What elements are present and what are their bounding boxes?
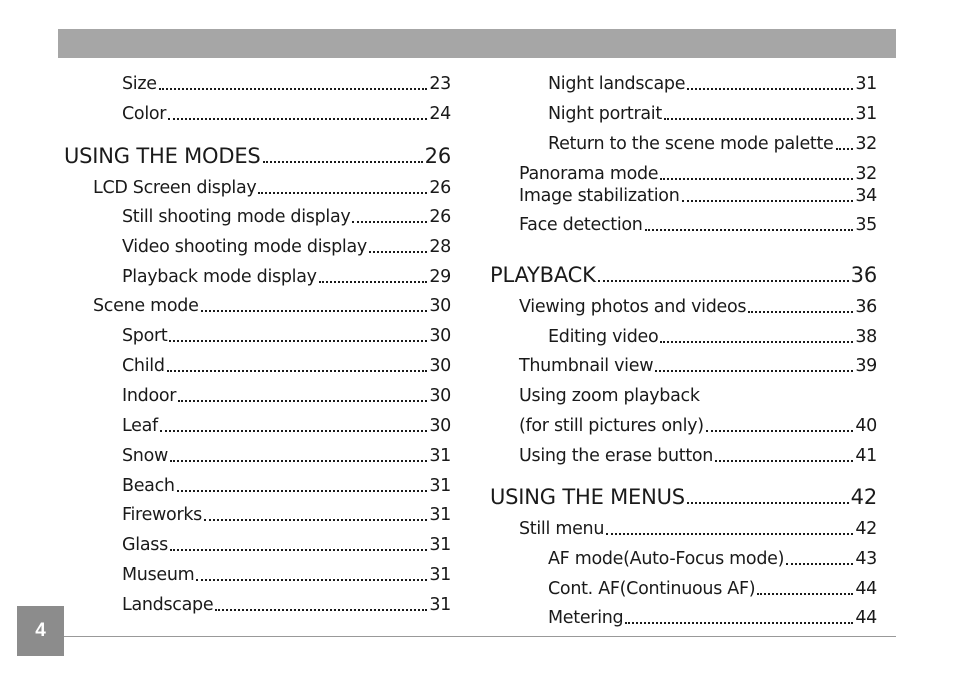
toc-entry[interactable]: Size 23 (122, 74, 451, 94)
toc-entry[interactable]: Panorama mode 32 (519, 164, 877, 184)
toc-entry[interactable]: Museum 31 (122, 565, 451, 585)
leader-dots (606, 532, 853, 535)
leader-dots (598, 279, 849, 282)
toc-entry[interactable]: Color 24 (122, 104, 451, 124)
toc-entry[interactable]: Face detection 35 (519, 215, 877, 235)
toc-entry[interactable]: Image stabilization 34 (519, 186, 877, 206)
toc-entry[interactable]: Leaf 30 (122, 416, 451, 436)
toc-chapter[interactable]: PLAYBACK 36 (490, 263, 877, 287)
toc-entry[interactable]: Still menu 42 (519, 519, 877, 539)
leader-dots (655, 369, 853, 372)
toc-entry[interactable]: Using zoom playback (519, 386, 700, 406)
footer-rule (64, 636, 896, 637)
toc-entry[interactable]: Landscape 31 (122, 595, 451, 615)
leader-dots (645, 228, 854, 231)
toc-entry[interactable]: Thumbnail view 39 (519, 356, 877, 376)
leader-dots (660, 340, 853, 343)
leader-dots (748, 310, 853, 313)
leader-dots (836, 147, 854, 150)
leader-dots (786, 562, 853, 565)
toc-entry[interactable]: Video shooting mode display 28 (122, 237, 451, 257)
page-number: 4 (17, 606, 64, 656)
toc-entry[interactable]: Fireworks 31 (122, 505, 451, 525)
toc-entry[interactable]: Child 30 (122, 356, 451, 376)
leader-dots (687, 87, 853, 90)
toc-entry[interactable]: AF mode(Auto-Focus mode) 43 (548, 549, 877, 569)
toc-entry[interactable]: Night portrait 31 (548, 104, 877, 124)
toc-entry[interactable]: Metering 44 (548, 608, 877, 628)
toc-entry[interactable]: Scene mode 30 (93, 296, 451, 316)
leader-dots (715, 459, 853, 462)
toc-entry[interactable]: Beach 31 (122, 476, 451, 496)
toc-chapter[interactable]: USING THE MODES 26 (64, 144, 451, 168)
leader-dots (706, 429, 854, 432)
toc-entry[interactable]: Glass 31 (122, 535, 451, 555)
toc-entry[interactable]: Using the erase button 41 (519, 446, 877, 466)
toc-entry[interactable]: Indoor 30 (122, 386, 451, 406)
toc-entry[interactable]: Still shooting mode display 26 (122, 207, 451, 227)
toc-entry[interactable]: LCD Screen display 26 (93, 178, 451, 198)
toc-entry[interactable]: Snow 31 (122, 446, 451, 466)
toc-entry[interactable]: Sport 30 (122, 326, 451, 346)
leader-dots (687, 501, 849, 504)
toc-entry[interactable]: Playback mode display 29 (122, 267, 451, 287)
leader-dots (664, 117, 853, 120)
toc-entry[interactable]: Viewing photos and videos 36 (519, 297, 877, 317)
toc-chapter[interactable]: USING THE MENUS 42 (490, 485, 877, 509)
toc-entry[interactable]: Return to the scene mode palette 32 (548, 134, 877, 154)
toc-entry[interactable]: Cont. AF(Continuous AF) 44 (548, 579, 877, 599)
leader-dots (682, 199, 854, 202)
leader-dots (757, 592, 853, 595)
leader-dots (625, 621, 853, 624)
toc-entry[interactable]: Editing video 38 (548, 327, 877, 347)
toc-entry[interactable]: (for still pictures only) 40 (519, 416, 877, 436)
leader-dots (660, 177, 853, 180)
toc-entry[interactable]: Night landscape 31 (548, 74, 877, 94)
